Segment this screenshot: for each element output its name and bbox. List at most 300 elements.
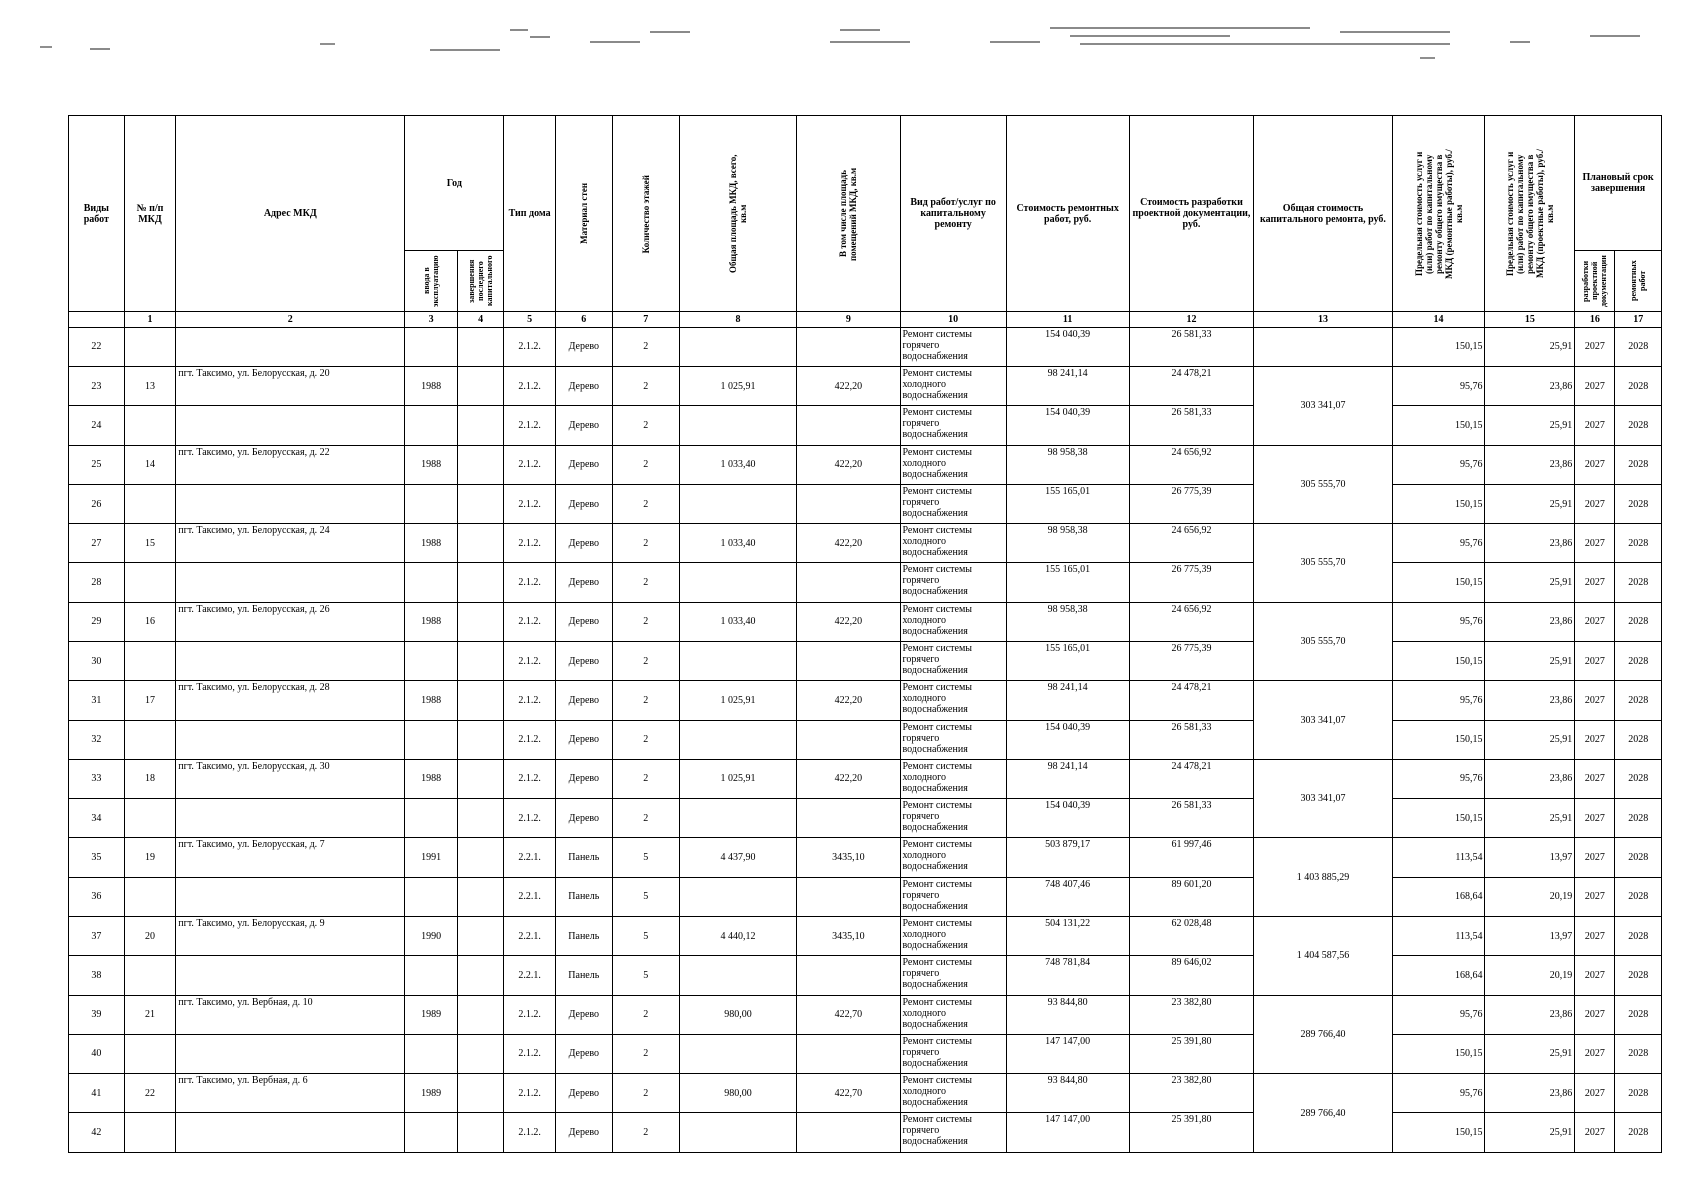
limit-cost-repair: 150,15 <box>1392 1113 1485 1153</box>
last-repair-year <box>457 1034 503 1073</box>
last-repair-year <box>457 563 503 602</box>
table-row <box>69 602 1662 641</box>
house-type: 2.2.1. <box>504 916 556 955</box>
floor-count: 5 <box>612 956 679 995</box>
header-year-sub2: завершения последнего капитального <box>457 251 503 312</box>
house-type: 2.1.2. <box>504 367 556 406</box>
row-number: 35 <box>69 838 125 877</box>
row-number: 24 <box>69 406 125 445</box>
house-type: 2.1.2. <box>504 799 556 838</box>
house-type: 2.1.2. <box>504 406 556 445</box>
header-wall-material: Материал стен <box>555 116 612 312</box>
column-number: 5 <box>504 312 556 327</box>
table-row <box>69 445 1662 484</box>
living-area: 422,20 <box>797 681 900 720</box>
work-type: Ремонт системы горячего водоснабжения <box>900 406 1006 445</box>
work-type: Ремонт системы холодного водоснабжения <box>900 1074 1006 1113</box>
mkd-number: 15 <box>124 524 176 563</box>
last-repair-year <box>457 916 503 955</box>
mkd-address <box>176 1113 405 1153</box>
term-design: 2027 <box>1575 445 1615 484</box>
header-living-area: В том числе площадь помещений МКД, кв.м <box>797 116 900 312</box>
limit-cost-design: 23,86 <box>1485 524 1575 563</box>
limit-cost-repair: 95,76 <box>1392 524 1485 563</box>
living-area: 422,70 <box>797 995 900 1034</box>
limit-cost-repair: 113,54 <box>1392 916 1485 955</box>
table-row <box>69 799 1662 838</box>
row-number: 31 <box>69 681 125 720</box>
total-cost: 1 404 587,56 <box>1254 916 1392 995</box>
total-area <box>679 484 797 523</box>
row-number: 34 <box>69 799 125 838</box>
term-design: 2027 <box>1575 838 1615 877</box>
living-area <box>797 484 900 523</box>
mkd-address <box>176 956 405 995</box>
work-type: Ремонт системы горячего водоснабжения <box>900 563 1006 602</box>
design-cost: 23 382,80 <box>1129 995 1254 1034</box>
table-row <box>69 406 1662 445</box>
wall-material: Дерево <box>555 995 612 1034</box>
limit-cost-design: 25,91 <box>1485 327 1575 366</box>
scan-noise-decoration <box>30 22 1680 62</box>
work-type: Ремонт системы холодного водоснабжения <box>900 759 1006 798</box>
total-area <box>679 956 797 995</box>
floor-count: 2 <box>612 367 679 406</box>
mkd-address <box>176 484 405 523</box>
commission-year: 1988 <box>405 524 458 563</box>
limit-cost-repair: 95,76 <box>1392 1074 1485 1113</box>
design-cost: 25 391,80 <box>1129 1034 1254 1073</box>
total-area: 1 025,91 <box>679 681 797 720</box>
term-design: 2027 <box>1575 956 1615 995</box>
total-cost: 289 766,40 <box>1254 1074 1392 1153</box>
work-type: Ремонт системы холодного водоснабжения <box>900 995 1006 1034</box>
table-row <box>69 327 1662 366</box>
work-type: Ремонт системы холодного водоснабжения <box>900 367 1006 406</box>
mkd-address: пгт. Таксимо, ул. Белорусская, д. 20 <box>176 367 405 406</box>
work-type: Ремонт системы горячего водоснабжения <box>900 956 1006 995</box>
mkd-address: пгт. Таксимо, ул. Белорусская, д. 28 <box>176 681 405 720</box>
term-repair: 2028 <box>1615 877 1662 916</box>
term-repair: 2028 <box>1615 995 1662 1034</box>
living-area: 3435,10 <box>797 916 900 955</box>
limit-cost-design: 23,86 <box>1485 681 1575 720</box>
house-type: 2.2.1. <box>504 838 556 877</box>
repair-cost: 154 040,39 <box>1006 720 1129 759</box>
repair-cost: 504 131,22 <box>1006 916 1129 955</box>
wall-material: Дерево <box>555 484 612 523</box>
total-area <box>679 877 797 916</box>
mkd-address: пгт. Таксимо, ул. Белорусская, д. 22 <box>176 445 405 484</box>
term-repair: 2028 <box>1615 445 1662 484</box>
total-cost: 303 341,07 <box>1254 759 1392 838</box>
limit-cost-design: 20,19 <box>1485 877 1575 916</box>
term-design: 2027 <box>1575 1113 1615 1153</box>
living-area <box>797 956 900 995</box>
mkd-number <box>124 484 176 523</box>
limit-cost-design: 23,86 <box>1485 445 1575 484</box>
limit-cost-design: 13,97 <box>1485 916 1575 955</box>
commission-year: 1988 <box>405 602 458 641</box>
total-area: 1 025,91 <box>679 367 797 406</box>
total-cost: 305 555,70 <box>1254 524 1392 603</box>
total-area: 980,00 <box>679 1074 797 1113</box>
mkd-address: пгт. Таксимо, ул. Белорусская, д. 9 <box>176 916 405 955</box>
work-type: Ремонт системы горячего водоснабжения <box>900 1034 1006 1073</box>
floor-count: 2 <box>612 720 679 759</box>
living-area: 422,20 <box>797 445 900 484</box>
wall-material: Панель <box>555 838 612 877</box>
commission-year: 1990 <box>405 916 458 955</box>
row-number: 36 <box>69 877 125 916</box>
living-area: 422,20 <box>797 524 900 563</box>
limit-cost-design: 25,91 <box>1485 642 1575 681</box>
last-repair-year <box>457 327 503 366</box>
mkd-number <box>124 720 176 759</box>
header-year-sub1: ввода в эксплуатацию <box>405 251 458 312</box>
repair-cost: 155 165,01 <box>1006 563 1129 602</box>
column-number: 11 <box>1006 312 1129 327</box>
repair-cost: 147 147,00 <box>1006 1034 1129 1073</box>
table-row <box>69 916 1662 955</box>
term-design: 2027 <box>1575 877 1615 916</box>
term-design: 2027 <box>1575 563 1615 602</box>
design-cost: 24 478,21 <box>1129 681 1254 720</box>
header-year: Год <box>405 116 504 251</box>
mkd-number <box>124 642 176 681</box>
wall-material: Дерево <box>555 445 612 484</box>
mkd-number: 22 <box>124 1074 176 1113</box>
term-design: 2027 <box>1575 759 1615 798</box>
limit-cost-design: 25,91 <box>1485 799 1575 838</box>
last-repair-year <box>457 406 503 445</box>
floor-count: 2 <box>612 642 679 681</box>
design-cost: 24 478,21 <box>1129 759 1254 798</box>
last-repair-year <box>457 1074 503 1113</box>
last-repair-year <box>457 524 503 563</box>
work-type: Ремонт системы холодного водоснабжения <box>900 445 1006 484</box>
last-repair-year <box>457 838 503 877</box>
table-row <box>69 995 1662 1034</box>
header-floors: Количество этажей <box>612 116 679 312</box>
row-number: 25 <box>69 445 125 484</box>
living-area <box>797 1034 900 1073</box>
term-repair: 2028 <box>1615 916 1662 955</box>
limit-cost-repair: 95,76 <box>1392 681 1485 720</box>
mkd-address: пгт. Таксимо, ул. Белорусская, д. 7 <box>176 838 405 877</box>
work-type: Ремонт системы холодного водоснабжения <box>900 602 1006 641</box>
wall-material: Дерево <box>555 681 612 720</box>
mkd-address <box>176 642 405 681</box>
repair-cost: 155 165,01 <box>1006 484 1129 523</box>
term-repair: 2028 <box>1615 406 1662 445</box>
mkd-number: 21 <box>124 995 176 1034</box>
design-cost: 89 646,02 <box>1129 956 1254 995</box>
term-design: 2027 <box>1575 916 1615 955</box>
work-type: Ремонт системы холодного водоснабжения <box>900 524 1006 563</box>
limit-cost-repair: 150,15 <box>1392 720 1485 759</box>
mkd-number <box>124 799 176 838</box>
mkd-address <box>176 877 405 916</box>
total-area: 4 440,12 <box>679 916 797 955</box>
commission-year: 1991 <box>405 838 458 877</box>
term-design: 2027 <box>1575 367 1615 406</box>
last-repair-year <box>457 759 503 798</box>
floor-count: 2 <box>612 602 679 641</box>
header-term-sub1: разработки проектной документации <box>1575 251 1615 312</box>
header-work-type: Вид работ/услуг по капитальному ремонту <box>900 116 1006 312</box>
total-cost: 1 403 885,29 <box>1254 838 1392 917</box>
row-number: 27 <box>69 524 125 563</box>
row-number: 29 <box>69 602 125 641</box>
capital-repair-table <box>68 115 1662 1153</box>
repair-cost: 154 040,39 <box>1006 799 1129 838</box>
row-number: 22 <box>69 327 125 366</box>
last-repair-year <box>457 995 503 1034</box>
header-limit-cost-repair: Предельная стоимость услуг и (или) работ по капитальному ремонту общего имущества в МКД (ремонтные работы), руб./кв.м <box>1392 116 1485 312</box>
commission-year: 1988 <box>405 759 458 798</box>
column-number: 2 <box>176 312 405 327</box>
limit-cost-repair: 168,64 <box>1392 877 1485 916</box>
total-area <box>679 1113 797 1153</box>
work-type: Ремонт системы горячего водоснабжения <box>900 1113 1006 1153</box>
total-cost: 303 341,07 <box>1254 681 1392 760</box>
term-design: 2027 <box>1575 1034 1615 1073</box>
column-number: 16 <box>1575 312 1615 327</box>
table-row <box>69 681 1662 720</box>
term-repair: 2028 <box>1615 602 1662 641</box>
limit-cost-repair: 168,64 <box>1392 956 1485 995</box>
floor-count: 5 <box>612 916 679 955</box>
header-limit-cost-design: Предельная стоимость услуг и (или) работ по капитальному ремонту общего имущества в МКД (проектные работы), руб./кв.м <box>1485 116 1575 312</box>
work-type: Ремонт системы холодного водоснабжения <box>900 681 1006 720</box>
design-cost: 24 478,21 <box>1129 367 1254 406</box>
limit-cost-design: 25,91 <box>1485 720 1575 759</box>
wall-material: Дерево <box>555 367 612 406</box>
floor-count: 2 <box>612 484 679 523</box>
mkd-number: 17 <box>124 681 176 720</box>
floor-count: 5 <box>612 838 679 877</box>
term-design: 2027 <box>1575 995 1615 1034</box>
row-number: 28 <box>69 563 125 602</box>
row-number: 42 <box>69 1113 125 1153</box>
mkd-number <box>124 327 176 366</box>
floor-count: 2 <box>612 445 679 484</box>
row-number: 38 <box>69 956 125 995</box>
limit-cost-repair: 113,54 <box>1392 838 1485 877</box>
row-number: 41 <box>69 1074 125 1113</box>
design-cost: 26 581,33 <box>1129 327 1254 366</box>
floor-count: 2 <box>612 327 679 366</box>
column-number: 12 <box>1129 312 1254 327</box>
commission-year <box>405 327 458 366</box>
house-type: 2.1.2. <box>504 720 556 759</box>
table-row <box>69 1113 1662 1153</box>
house-type: 2.1.2. <box>504 1034 556 1073</box>
row-number: 37 <box>69 916 125 955</box>
row-number: 33 <box>69 759 125 798</box>
term-repair: 2028 <box>1615 720 1662 759</box>
living-area: 422,20 <box>797 759 900 798</box>
row-number: 39 <box>69 995 125 1034</box>
limit-cost-repair: 150,15 <box>1392 327 1485 366</box>
design-cost: 25 391,80 <box>1129 1113 1254 1153</box>
mkd-address <box>176 406 405 445</box>
work-type: Ремонт системы горячего водоснабжения <box>900 327 1006 366</box>
header-term-sub2: ремонтных работ <box>1615 251 1662 312</box>
commission-year: 1989 <box>405 1074 458 1113</box>
repair-cost: 93 844,80 <box>1006 995 1129 1034</box>
term-design: 2027 <box>1575 327 1615 366</box>
commission-year: 1988 <box>405 445 458 484</box>
mkd-number <box>124 1113 176 1153</box>
repair-cost: 98 958,38 <box>1006 445 1129 484</box>
house-type: 2.1.2. <box>504 524 556 563</box>
header-row <box>69 116 1662 251</box>
term-design: 2027 <box>1575 524 1615 563</box>
limit-cost-repair: 150,15 <box>1392 642 1485 681</box>
term-repair: 2028 <box>1615 799 1662 838</box>
limit-cost-design: 25,91 <box>1485 484 1575 523</box>
last-repair-year <box>457 642 503 681</box>
living-area <box>797 1113 900 1153</box>
last-repair-year <box>457 1113 503 1153</box>
header-address: Адрес МКД <box>176 116 405 312</box>
total-area <box>679 563 797 602</box>
repair-cost: 748 781,84 <box>1006 956 1129 995</box>
design-cost: 26 581,33 <box>1129 799 1254 838</box>
house-type: 2.1.2. <box>504 445 556 484</box>
work-type: Ремонт системы горячего водоснабжения <box>900 642 1006 681</box>
column-number: 4 <box>457 312 503 327</box>
limit-cost-design: 13,97 <box>1485 838 1575 877</box>
header-total-cost: Общая стоимость капитального ремонта, руб. <box>1254 116 1392 312</box>
term-design: 2027 <box>1575 681 1615 720</box>
limit-cost-repair: 95,76 <box>1392 995 1485 1034</box>
term-repair: 2028 <box>1615 1034 1662 1073</box>
design-cost: 24 656,92 <box>1129 524 1254 563</box>
mkd-address <box>176 1034 405 1073</box>
repair-cost: 748 407,46 <box>1006 877 1129 916</box>
column-number: 3 <box>405 312 458 327</box>
term-repair: 2028 <box>1615 956 1662 995</box>
wall-material: Дерево <box>555 406 612 445</box>
wall-material: Дерево <box>555 642 612 681</box>
design-cost: 26 775,39 <box>1129 563 1254 602</box>
table-row <box>69 367 1662 406</box>
mkd-number: 20 <box>124 916 176 955</box>
living-area <box>797 877 900 916</box>
house-type: 2.1.2. <box>504 602 556 641</box>
living-area <box>797 406 900 445</box>
term-design: 2027 <box>1575 720 1615 759</box>
table-row <box>69 956 1662 995</box>
mkd-address: пгт. Таксимо, ул. Белорусская, д. 24 <box>176 524 405 563</box>
commission-year <box>405 406 458 445</box>
total-area <box>679 1034 797 1073</box>
limit-cost-repair: 95,76 <box>1392 367 1485 406</box>
row-number: 23 <box>69 367 125 406</box>
table-row <box>69 720 1662 759</box>
limit-cost-design: 23,86 <box>1485 1074 1575 1113</box>
commission-year <box>405 956 458 995</box>
total-area: 1 033,40 <box>679 445 797 484</box>
table-row <box>69 484 1662 523</box>
total-area <box>679 799 797 838</box>
total-area: 1 025,91 <box>679 759 797 798</box>
mkd-address <box>176 720 405 759</box>
repair-cost: 98 241,14 <box>1006 759 1129 798</box>
total-cost: 303 341,07 <box>1254 367 1392 446</box>
row-number: 30 <box>69 642 125 681</box>
column-number: 1 <box>124 312 176 327</box>
table-row <box>69 759 1662 798</box>
last-repair-year <box>457 445 503 484</box>
design-cost: 24 656,92 <box>1129 445 1254 484</box>
work-type: Ремонт системы горячего водоснабжения <box>900 720 1006 759</box>
repair-cost: 154 040,39 <box>1006 406 1129 445</box>
house-type: 2.2.1. <box>504 956 556 995</box>
last-repair-year <box>457 681 503 720</box>
term-repair: 2028 <box>1615 327 1662 366</box>
design-cost: 26 775,39 <box>1129 642 1254 681</box>
design-cost: 24 656,92 <box>1129 602 1254 641</box>
mkd-number: 16 <box>124 602 176 641</box>
commission-year <box>405 1034 458 1073</box>
total-area: 1 033,40 <box>679 602 797 641</box>
term-design: 2027 <box>1575 406 1615 445</box>
work-type: Ремонт системы горячего водоснабжения <box>900 877 1006 916</box>
header-nn-mkd: № п/п МКД <box>124 116 176 312</box>
repair-cost: 98 958,38 <box>1006 602 1129 641</box>
living-area <box>797 327 900 366</box>
repair-cost: 98 241,14 <box>1006 681 1129 720</box>
term-design: 2027 <box>1575 1074 1615 1113</box>
limit-cost-repair: 150,15 <box>1392 484 1485 523</box>
work-type: Ремонт системы холодного водоснабжения <box>900 838 1006 877</box>
column-number: 9 <box>797 312 900 327</box>
mkd-number: 14 <box>124 445 176 484</box>
work-type: Ремонт системы холодного водоснабжения <box>900 916 1006 955</box>
limit-cost-design: 23,86 <box>1485 759 1575 798</box>
table-row <box>69 1074 1662 1113</box>
column-number-row <box>69 312 1662 327</box>
wall-material: Панель <box>555 916 612 955</box>
commission-year <box>405 484 458 523</box>
mkd-number <box>124 563 176 602</box>
last-repair-year <box>457 720 503 759</box>
wall-material: Дерево <box>555 524 612 563</box>
column-number: 15 <box>1485 312 1575 327</box>
design-cost: 89 601,20 <box>1129 877 1254 916</box>
commission-year: 1988 <box>405 367 458 406</box>
column-number-blank <box>69 312 125 327</box>
term-repair: 2028 <box>1615 1074 1662 1113</box>
header-design-cost: Стоимость разработки проектной документации, руб. <box>1129 116 1254 312</box>
last-repair-year <box>457 877 503 916</box>
mkd-address: пгт. Таксимо, ул. Вербная, д. 6 <box>176 1074 405 1113</box>
repair-cost: 98 958,38 <box>1006 524 1129 563</box>
living-area <box>797 642 900 681</box>
repair-cost: 154 040,39 <box>1006 327 1129 366</box>
wall-material: Дерево <box>555 759 612 798</box>
total-area <box>679 406 797 445</box>
limit-cost-repair: 150,15 <box>1392 1034 1485 1073</box>
limit-cost-design: 23,86 <box>1485 995 1575 1034</box>
floor-count: 2 <box>612 406 679 445</box>
header-planned-term: Плановый срок завершения <box>1575 116 1662 251</box>
column-number: 13 <box>1254 312 1392 327</box>
